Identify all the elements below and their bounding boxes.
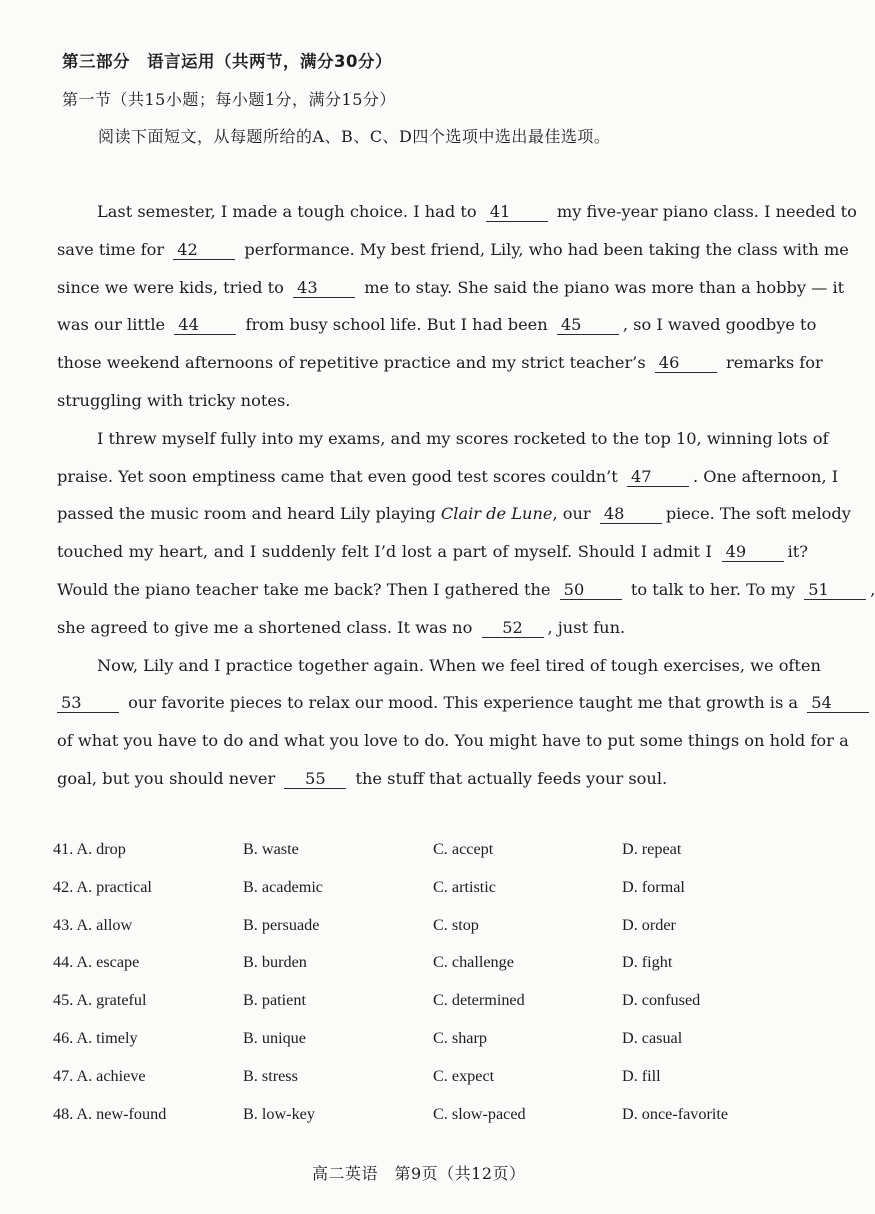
option-a: 45. A. grateful — [53, 991, 147, 1010]
passage-line: 53 our favorite pieces to relax our mood. This experience taught me that growth is a 54 — [57, 688, 808, 726]
blank-47: 47 — [627, 468, 689, 487]
passage-line: passed the music room and heard Lily playing Clair de Lune, our 48 piece. The soft melody — [57, 504, 851, 524]
cloze-passage — [57, 197, 875, 802]
option-row — [53, 953, 813, 991]
option-d: D. fill — [622, 1066, 661, 1085]
option-b: B. patient — [243, 991, 306, 1010]
option-row — [53, 840, 813, 878]
blank-48: 48 — [600, 505, 662, 524]
option-b: B. burden — [243, 953, 307, 972]
passage-line: praise. Yet soon emptiness came that even good test scores couldn’t 47 . One afternoon, I — [57, 466, 839, 486]
passage-line: since we were kids, tried to 43 me to stay. She said the piano was more than a hobby — it — [57, 277, 845, 297]
blank-55: 55 — [284, 770, 346, 789]
option-c: C. stop — [433, 915, 479, 934]
option-c: C. slow-paced — [433, 1104, 526, 1123]
option-a: 41. A. drop — [53, 840, 126, 858]
blank-52: 52 — [482, 619, 544, 638]
option-b: B. persuade — [243, 915, 320, 934]
passage-line: touched my heart, and I suddenly felt I’d lost a part of myself. Should I admit I 49 it? — [57, 542, 808, 562]
option-row — [53, 991, 813, 1029]
passage-line: save time for 42 performance. My best friend, Lily, who had been taking the class with me — [57, 239, 849, 259]
passage-line: Now, Lily and I practice together again. When we feel tired of tough exercises, we often — [97, 655, 821, 675]
passage-line: was our little 44 from busy school life. But I had been 45 , so I waved goodbye to — [57, 315, 817, 335]
passage-line: Would the piano teacher take me back? Then I gathered the 50 to talk to her. To my 51 , — [57, 579, 875, 599]
blank-43: 43 — [293, 279, 355, 298]
page-footer: 高二英语 第9页（共12页） — [312, 1164, 526, 1183]
option-a: 46. A. timely — [53, 1028, 138, 1047]
option-d: D. repeat — [622, 840, 682, 858]
passage-line: struggling with tricky notes. — [57, 390, 291, 410]
option-b: B. low-key — [243, 1104, 315, 1123]
option-row — [53, 1105, 813, 1143]
option-d: D. once-favorite — [622, 1104, 729, 1123]
option-row — [53, 916, 813, 954]
blank-50: 50 — [560, 581, 622, 600]
passage-line: goal, but you should never 55 the stuff that actually feeds your soul. — [57, 768, 668, 788]
passage-line: she agreed to give me a shortened class. It was no 52 , just fun. — [57, 617, 626, 637]
option-a: 44. A. escape — [53, 953, 140, 972]
option-row — [53, 1029, 813, 1067]
option-b: B. unique — [243, 1028, 306, 1047]
song-title: Clair de Lune — [440, 504, 553, 524]
instruction-text: 阅读下面短文，从每题所给的A、B、C、D四个选项中选出最佳选项。 — [98, 127, 611, 146]
option-d: D. order — [622, 915, 676, 934]
option-d: D. formal — [622, 877, 685, 896]
option-c: C. challenge — [433, 953, 514, 972]
blank-54: 54 — [807, 694, 869, 713]
blank-53: 53 — [57, 694, 119, 713]
option-c: C. artistic — [433, 877, 496, 896]
option-c: C. expect — [433, 1066, 495, 1085]
passage-line: I threw myself fully into my exams, and my scores rocketed to the top 10, winning lots of — [97, 428, 829, 448]
passage-line: those weekend afternoons of repetitive practice and my strict teacher’s 46 remarks for — [57, 353, 823, 373]
option-c: C. sharp — [433, 1028, 487, 1047]
blank-44: 44 — [174, 316, 236, 335]
option-row — [53, 1067, 813, 1105]
option-c: C. accept — [433, 840, 494, 858]
option-d: D. casual — [622, 1028, 683, 1047]
option-a: 43. A. allow — [53, 915, 133, 934]
option-b: B. waste — [243, 840, 299, 858]
passage-line: Last semester, I made a tough choice. I had to 41 my five-year piano class. I needed to — [97, 202, 857, 221]
blank-49: 49 — [722, 543, 784, 562]
option-a: 42. A. practical — [53, 877, 152, 896]
option-d: D. fight — [622, 953, 673, 972]
option-a: 48. A. new-found — [53, 1104, 167, 1123]
passage-line: of what you have to do and what you love to do. You might have to put some things on hold for a — [57, 731, 849, 751]
answer-options — [53, 840, 813, 1142]
blank-51: 51 — [804, 581, 866, 600]
option-b: B. stress — [243, 1066, 298, 1085]
option-row — [53, 878, 813, 916]
blank-42: 42 — [173, 241, 235, 260]
option-a: 47. A. achieve — [53, 1066, 146, 1085]
blank-41: 41 — [486, 203, 548, 222]
blank-46: 46 — [655, 354, 717, 373]
option-d: D. confused — [622, 991, 701, 1010]
subsection-heading: 第一节（共15小题；每小题1分，满分15分） — [62, 90, 396, 109]
option-c: C. determined — [433, 991, 525, 1010]
section-heading: 第三部分 语言运用（共两节，满分30分） — [62, 52, 392, 71]
blank-45: 45 — [557, 316, 619, 335]
option-b: B. academic — [243, 877, 323, 896]
